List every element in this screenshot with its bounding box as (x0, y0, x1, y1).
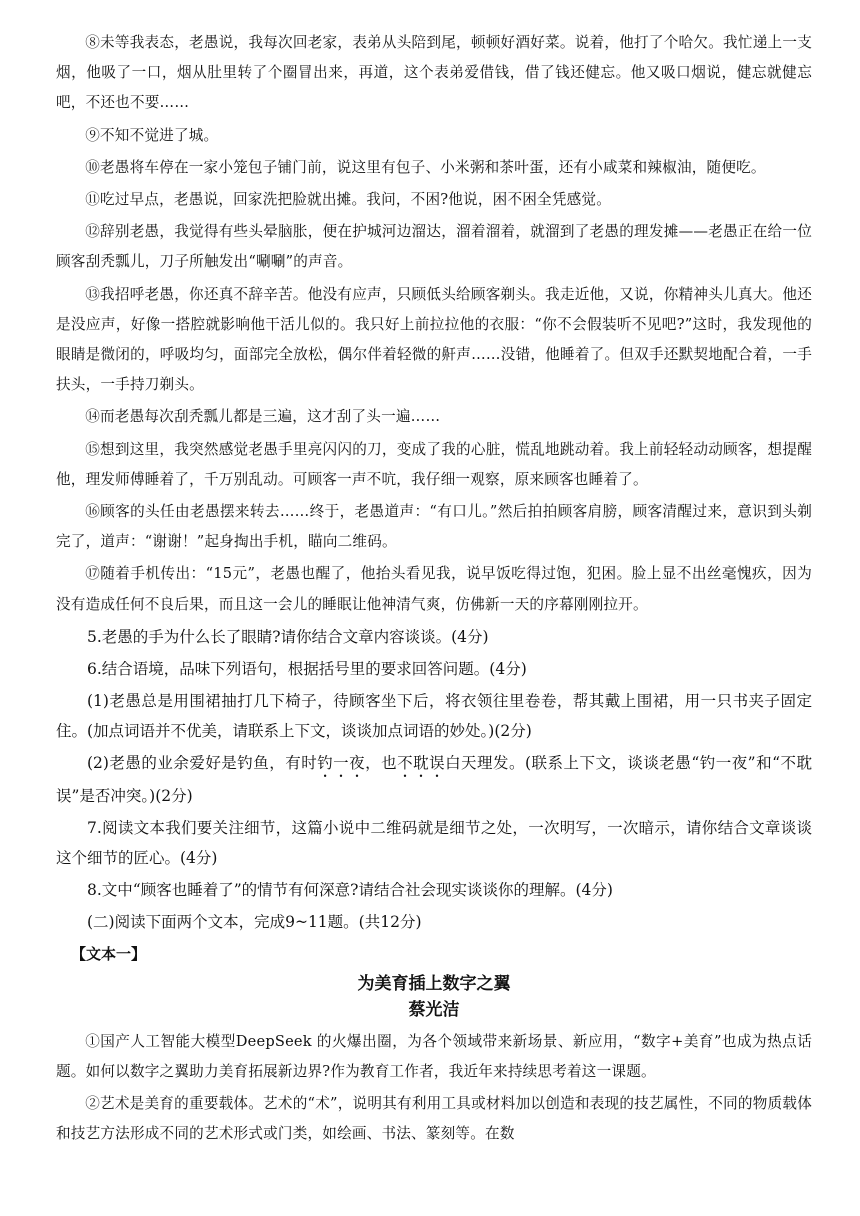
emphasis-word-1: 钓一夜 (317, 753, 366, 772)
story-paragraph-16: ⑯顾客的头任由老愚摆来转去……终于，老愚道声：“有口儿。”然后拍拍顾客肩膀，顾客清醒过来，意识到头剃完了，道声：“谢谢！”起身掏出手机，瞄向二维码。 (56, 503, 812, 551)
article-paragraph-1: ①国产人工智能大模型DeepSeek 的火爆出圈，为各个领域带来新场景、新应用，“数字+美育”也成为热点话题。如何以数字之翼助力美育拓展新边界?作为教育工作者，我近年来持续思考着这一课题。 (56, 1032, 812, 1081)
part-two-heading: (二)阅读下面两个文本，完成9~11题。(共12分) (87, 912, 422, 931)
question-6-2-mid: ，也 (365, 753, 398, 772)
story-paragraph-11: ⑪吃过早点，老愚说，回家洗把脸就出摊。我问，不困?他说，困不困全凭感觉。 (85, 191, 611, 209)
story-paragraph-14: ⑭而老愚每次刮秃瓢儿都是三遍，这才刮了头一遍…… (85, 408, 441, 426)
article-paragraph-2: ②艺术是美育的重要载体。艺术的“术”，说明其有利用工具或材料加以创造和表现的技艺属性，不同的物质载体和技艺方法形成不同的艺术形式或门类，如绘画、书法、篆刻等。在数 (56, 1095, 812, 1143)
story-paragraph-15: ⑮想到这里，我突然感觉老愚手里亮闪闪的刀，变成了我的心脏，慌乱地跳动着。我上前轻轻动动顾客，想提醒他，理发师傅睡着了，千万别乱动。可顾客一声不吭，我仔细一观察，原来顾客也睡着了。 (56, 440, 812, 488)
question-6-2-prefix: (2)老愚的业余爱好是钓鱼，有时 (87, 753, 318, 772)
question-5: 5.老愚的手为什么长了眼睛?请你结合文章内容谈谈。(4分) (87, 627, 489, 646)
question-6-2-suffix: 白天理发。(联系上下文，谈谈老愚“钓一夜”和“不耽误”是否冲突。)(2分) (56, 753, 812, 805)
question-7: 7.阅读文本我们要关注细节，这篇小说中二维码就是细节之处，一次明写，一次暗示，请你结合文章谈谈这个细节的匠心。(4分) (56, 818, 812, 867)
story-paragraph-13: ⑬我招呼老愚，你还真不辞辛苦。他没有应声，只顾低头给顾客剃头。我走近他，又说，你精神头儿真大。他还是没应声，好像一搭腔就影响他干活儿似的。我只好上前拉拉他的衣服：“你不会假装听不见吧?”这时，我发现他的眼睛是微闭的，呼吸均匀，面部完全放松，偶尔伴着轻微的鼾声……没错，他睡着了。但双手还默契地配合着，一手扶头，一手持刀剃头。 (56, 285, 812, 394)
story-paragraph-12: ⑫辞别老愚，我觉得有些头晕脑胀，便在护城河边溜达，溜着溜着，就溜到了老愚的理发摊——老愚正在给一位顾客刮秃瓢儿，刀子所触发出“唰唰”的声音。 (56, 223, 812, 271)
story-paragraph-8: ⑧未等我表态，老愚说，我每次回老家，表弟从头陪到尾，顿顿好酒好菜。说着，他打了个哈欠。我忙递上一支烟，他吸了一口，烟从肚里转了个圈冒出来，再道，这个表弟爱借钱，借了钱还健忘。他又吸口烟说，健忘就健忘吧，不还也不要…… (56, 34, 812, 112)
question-6-1: (1)老愚总是用围裙抽打几下椅子，待顾客坐下后，将衣领往里卷卷，帮其戴上围裙，用一只书夹子固定住。(加点词语并不优美，请联系上下文，谈谈加点词语的妙处。)(2分) (56, 691, 812, 740)
text-one-label: 【文本一】 (71, 944, 147, 963)
story-paragraph-17: ⑰随着手机传出：“15元”，老愚也醒了，他抬头看见我，说早饭吃得过饱，犯困。脸上显不出丝毫愧疚，因为没有造成任何不良后果，而且这一会儿的睡眠让他神清气爽，仿佛新一天的序幕刚刚拉开。 (56, 565, 812, 613)
story-paragraph-9: ⑨不知不觉进了城。 (85, 126, 219, 144)
emphasis-word-2: 不耽误 (397, 753, 446, 772)
document-page (56, 28, 812, 1152)
question-6-2 (56, 748, 812, 811)
story-paragraph-10: ⑩老愚将车停在一家小笼包子铺门前，说这里有包子、小米粥和茶叶蛋，还有小咸菜和辣椒油，随便吃。 (85, 158, 766, 176)
question-8: 8.文中“顾客也睡着了”的情节有何深意?请结合社会现实谈谈你的理解。(4分) (87, 880, 613, 899)
question-6: 6.结合语境，品味下列语句，根据括号里的要求回答问题。(4分) (87, 659, 527, 678)
article-author: 蔡光洁 (408, 999, 460, 1020)
article-title: 为美育插上数字之翼 (357, 973, 511, 994)
